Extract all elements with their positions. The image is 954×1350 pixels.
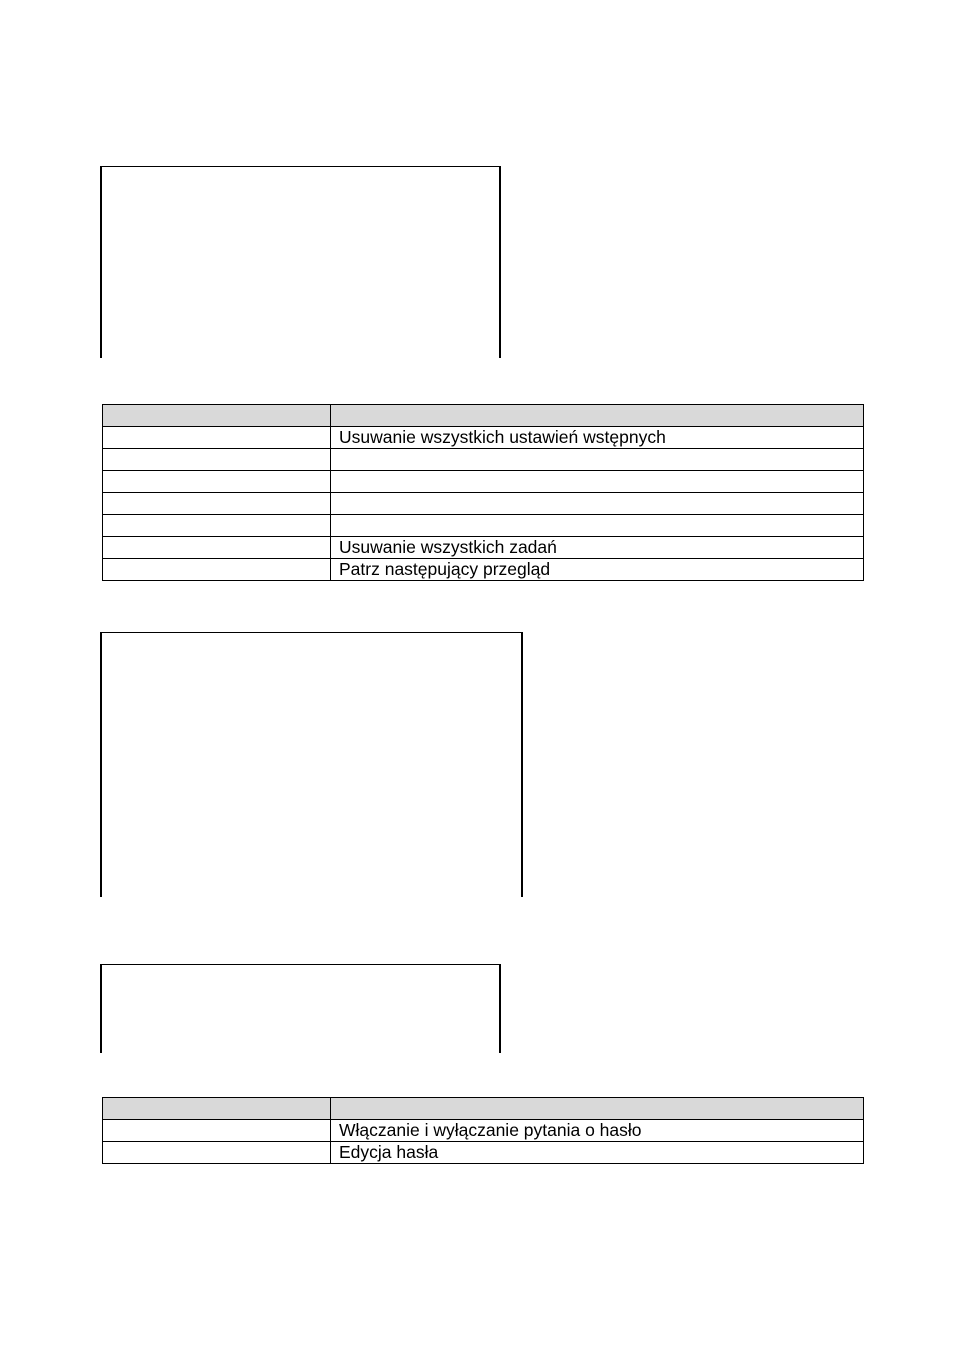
display-screenshot-frame-1 [100,166,501,358]
header-cell-key [103,1098,331,1120]
header-cell-description [331,405,864,427]
display-screenshot-frame-2 [100,632,523,897]
menu-table-1 [102,404,864,581]
row-description-cell: Usuwanie wszystkich zadań [331,537,864,559]
row-key-cell [103,427,331,449]
header-cell-description [331,1098,864,1120]
row-key-cell [103,1142,331,1164]
table-header-row [103,1098,864,1120]
table-row [103,471,864,493]
row-description-cell: Patrz następujący przegląd [331,559,864,581]
row-description-cell [331,449,864,471]
row-key-cell [103,537,331,559]
table-row [103,559,864,581]
row-description-cell [331,515,864,537]
row-description-cell [331,493,864,515]
row-key-cell [103,559,331,581]
table-row [103,1142,864,1164]
menu-table-2 [102,1097,864,1164]
row-key-cell [103,471,331,493]
table-row [103,427,864,449]
row-description-cell: Włączanie i wyłączanie pytania o hasło [331,1120,864,1142]
table-row [103,515,864,537]
row-description-cell [331,471,864,493]
table-row [103,1120,864,1142]
table-row [103,493,864,515]
display-screenshot-frame-3 [100,964,501,1053]
row-key-cell [103,1120,331,1142]
row-description-cell: Usuwanie wszystkich ustawień wstępnych [331,427,864,449]
table-row [103,449,864,471]
table-row [103,537,864,559]
header-cell-key [103,405,331,427]
table-header-row [103,405,864,427]
row-key-cell [103,449,331,471]
row-key-cell [103,515,331,537]
row-key-cell [103,493,331,515]
row-description-cell: Edycja hasła [331,1142,864,1164]
